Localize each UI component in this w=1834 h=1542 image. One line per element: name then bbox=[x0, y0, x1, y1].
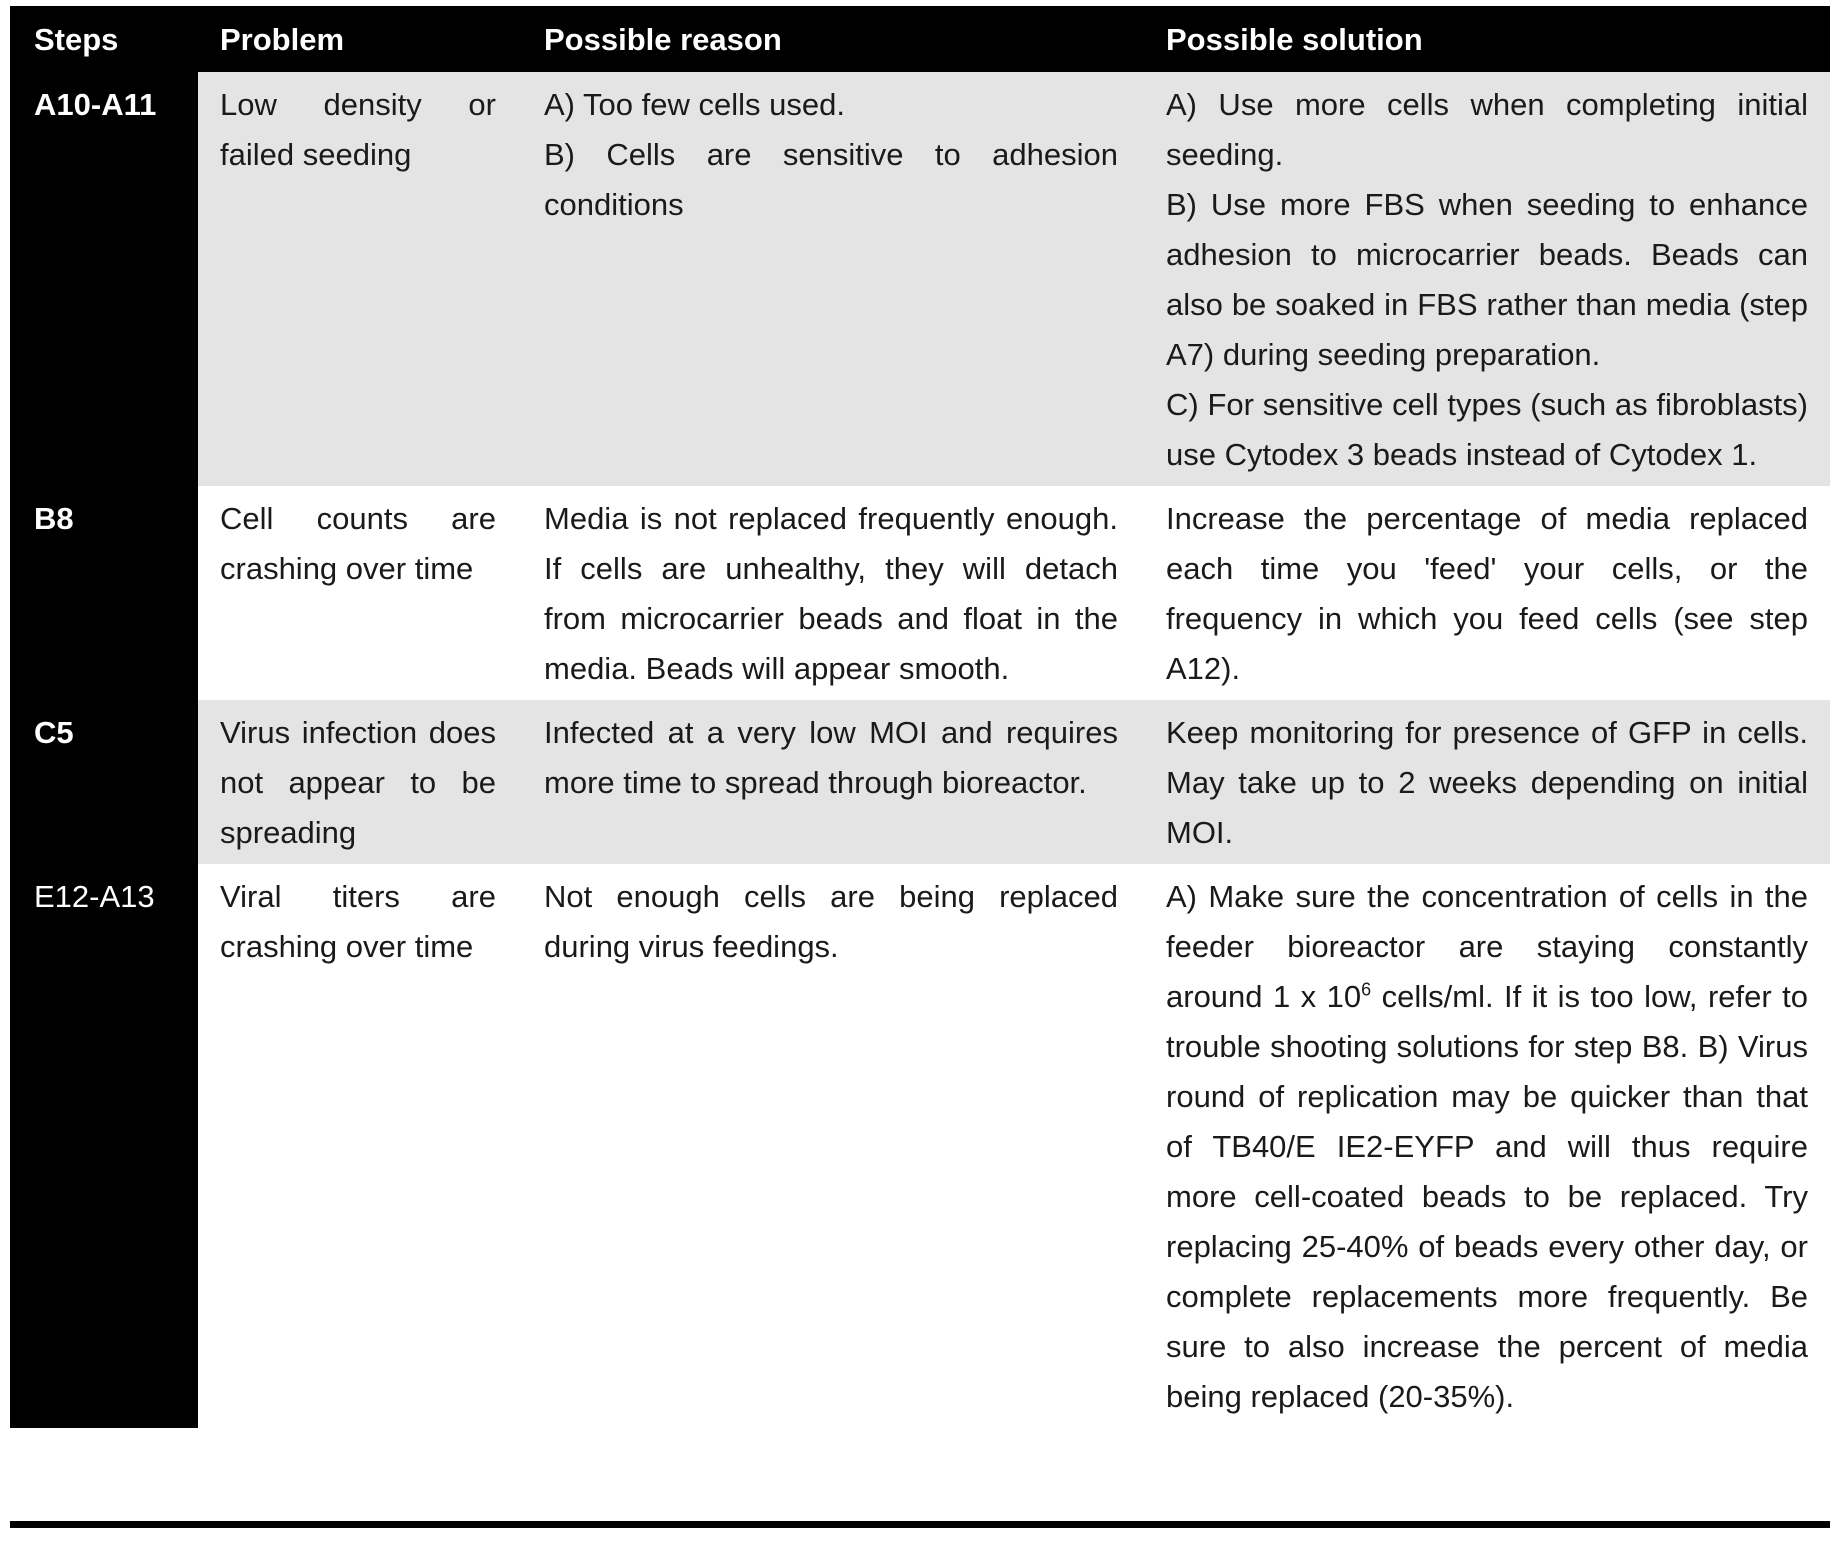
step-cell: A10-A11 bbox=[10, 72, 198, 486]
table-row bbox=[10, 700, 1830, 864]
step-cell: C5 bbox=[10, 700, 198, 864]
problem-text: Low density or failed seeding bbox=[220, 87, 496, 172]
reason-text: B) Cells are sensitive to adhesion conditions bbox=[544, 137, 1118, 222]
solution-text: Keep monitoring for presence of GFP in cells. May take up to 2 weeks depending on initial MOI. bbox=[1166, 715, 1808, 850]
table-row bbox=[10, 864, 1830, 1428]
reason-text: Infected at a very low MOI and requires more time to spread through bioreactor. bbox=[544, 715, 1118, 800]
troubleshooting-table bbox=[10, 6, 1830, 1428]
solution-text: B) Use more FBS when seeding to enhance adhesion to microcarrier beads. Beads can also be soaked in FBS rather than media (step A7) during seeding preparation. bbox=[1166, 187, 1808, 372]
problem-text: Virus infection does not appear to be spreading bbox=[220, 715, 496, 850]
problem-cell bbox=[198, 700, 520, 864]
header-reason-label: Possible reason bbox=[544, 22, 782, 57]
reason-text: Media is not replaced frequently enough. If cells are unhealthy, they will detach from microcarrier beads and float in the media. Beads will appear smooth. bbox=[544, 501, 1118, 686]
solution-text: Increase the percentage of media replaced each time you 'feed' your cells, or the frequency in which you feed cells (see step A12). bbox=[1166, 501, 1808, 686]
header-solution bbox=[1142, 6, 1830, 72]
solution-cell bbox=[1142, 864, 1830, 1428]
reason-text: Not enough cells are being replaced during virus feedings. bbox=[544, 879, 1118, 964]
reason-cell bbox=[520, 486, 1142, 700]
solution-text: A) Use more cells when completing initial seeding. bbox=[1166, 87, 1808, 172]
problem-cell bbox=[198, 864, 520, 1428]
problem-cell bbox=[198, 72, 520, 486]
table-row bbox=[10, 72, 1830, 486]
step-cell: E12-A13 bbox=[10, 864, 198, 1428]
solution-cell bbox=[1142, 700, 1830, 864]
problem-cell bbox=[198, 486, 520, 700]
header-problem-label: Problem bbox=[220, 22, 345, 57]
header-problem bbox=[198, 6, 520, 72]
header-reason bbox=[520, 6, 1142, 72]
reason-cell bbox=[520, 864, 1142, 1428]
table-row bbox=[10, 486, 1830, 700]
solution-text-part: cells/ml. If it is too low, refer to trouble shooting solutions for step B8. B) Virus round of replication may be quicker than that of TB40/E IE2-EYFP and will thus require more cell-coated beads to be replaced. Try replacing 25-40% of beads every other day, or complete replacements more frequently. Be sure to also increase the percent of media being replaced (20-35%). bbox=[1166, 979, 1809, 1414]
superscript-exponent: 6 bbox=[1361, 979, 1372, 1000]
problem-text: Cell counts are crashing over time bbox=[220, 501, 496, 586]
header-solution-label: Possible solution bbox=[1166, 22, 1423, 57]
reason-text: A) Too few cells used. bbox=[544, 87, 845, 122]
header-steps: Steps bbox=[10, 6, 198, 72]
solution-text-part: A) Make sure the concentration of cells in the feeder bioreactor are staying constantly around 1 x 10 bbox=[1166, 879, 1808, 1014]
step-cell: B8 bbox=[10, 486, 198, 700]
reason-cell bbox=[520, 700, 1142, 864]
solution-text bbox=[1166, 872, 1808, 1422]
problem-text: Viral titers are crashing over time bbox=[220, 879, 496, 964]
solution-cell bbox=[1142, 486, 1830, 700]
table-bottom-rule bbox=[10, 1521, 1830, 1528]
solution-text: C) For sensitive cell types (such as fibroblasts) use Cytodex 3 beads instead of Cytodex 1. bbox=[1166, 387, 1808, 472]
reason-cell bbox=[520, 72, 1142, 486]
table-header-row bbox=[10, 6, 1830, 72]
solution-cell bbox=[1142, 72, 1830, 486]
